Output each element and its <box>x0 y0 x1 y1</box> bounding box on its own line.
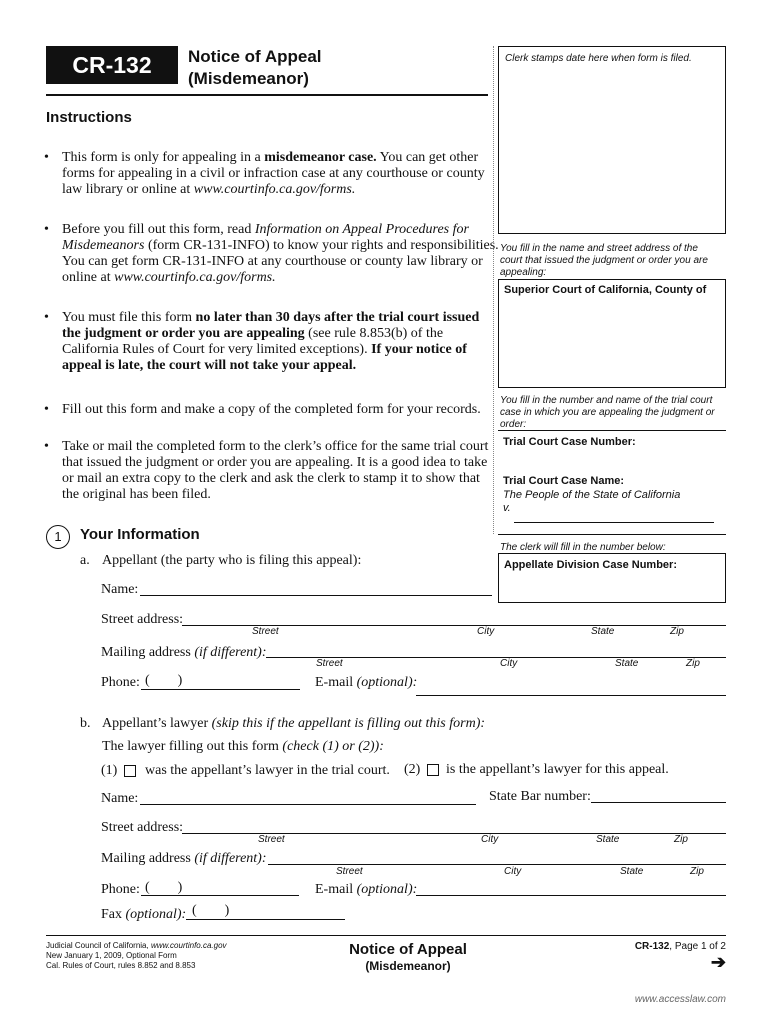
form-number: CR-132 <box>46 46 178 84</box>
text: You must file this form <box>62 310 196 325</box>
item-b-label: b. <box>80 716 91 731</box>
text: (optional): <box>356 675 418 690</box>
next-page-arrow-icon[interactable]: ➔ <box>710 952 726 972</box>
lawyer-name-label: Name: <box>101 791 139 806</box>
appellant-name-label: Name: <box>101 582 139 597</box>
text: E-mail <box>315 675 357 690</box>
text: Mailing address <box>101 851 195 866</box>
text: law library or online at <box>62 182 194 197</box>
text: that issued the judgment or order you are appealing. It is a good idea to take <box>62 455 488 470</box>
instruction-bullet-4: Fill out this form and make a copy of the completed form for your records. <box>62 402 481 417</box>
street-caption: Street <box>252 626 279 637</box>
text: no later than 30 days after the trial court issued <box>195 310 480 325</box>
text: You can get other <box>376 150 479 165</box>
appellant-mailing-label <box>101 645 267 661</box>
state-caption: State <box>591 626 615 637</box>
instructions-heading: Instructions <box>46 109 132 126</box>
court-name-box[interactable] <box>498 279 726 388</box>
state-caption: State <box>620 866 644 877</box>
bullet-dot: • <box>44 439 49 454</box>
column-divider <box>493 46 494 534</box>
defendant-name-field[interactable] <box>514 522 714 523</box>
watermark: www.accesslaw.com <box>634 994 726 1005</box>
text: Appellant’s lawyer <box>102 716 212 731</box>
court-note <box>500 243 726 279</box>
text: (optional): <box>356 882 418 897</box>
section-heading: Your Information <box>80 526 200 543</box>
text: (see rule 8.853(b) of the <box>304 326 444 341</box>
trial-case-number-label: Trial Court Case Number: <box>503 436 636 448</box>
text: (optional): <box>125 907 187 922</box>
title-divider <box>46 94 488 96</box>
text: forms for appealing in a civil or infraction case at any courthouse or county <box>62 166 485 181</box>
text: Information on Appeal Procedures for <box>254 222 469 237</box>
city-caption: City <box>477 626 495 637</box>
trial-case-name-label: Trial Court Case Name: <box>503 475 625 487</box>
item-b-text <box>102 716 485 732</box>
text: California Rules of Court for very limited exceptions). <box>62 342 372 357</box>
form-title-line1: Notice of Appeal <box>188 47 322 66</box>
form-title <box>188 46 322 90</box>
text: You fill in the number and name of the trial court <box>500 395 713 406</box>
text: The lawyer filling out this form <box>102 739 283 754</box>
case-section-rule <box>498 430 726 431</box>
lawyer-email-field[interactable] <box>416 895 726 896</box>
text: court that issued the judgment or order you are <box>500 255 708 266</box>
text: Mailing address <box>101 645 195 660</box>
item-a-text: Appellant (the party who is filing this appeal): <box>102 553 362 568</box>
lawyer-name-field[interactable] <box>140 804 476 805</box>
text: the judgment or order you are appealing <box>62 326 305 341</box>
text: Judicial Council of California, <box>46 941 151 950</box>
text: Fax <box>101 907 126 922</box>
bullet-dot: • <box>44 310 49 325</box>
appellate-case-number-box[interactable] <box>498 553 726 603</box>
lawyer-email-label <box>315 882 417 898</box>
text: If your notice of <box>371 342 467 357</box>
text: E-mail <box>315 882 357 897</box>
court-name-label: Superior Court of California, County of <box>504 284 707 296</box>
footer-title: Notice of Appeal <box>349 941 467 958</box>
zip-caption: Zip <box>690 866 704 877</box>
appellant-name-field[interactable] <box>140 595 492 596</box>
bullet-dot: • <box>44 222 49 237</box>
section-number-circle: 1 <box>46 525 70 549</box>
form-title-line2: (Misdemeanor) <box>188 69 309 88</box>
lawyer-street-label: Street address: <box>101 820 184 835</box>
text: Take or mail the completed form to the clerk’s office for the same trial court <box>62 439 489 454</box>
lawyer-mailing-field[interactable] <box>268 864 726 865</box>
appeal-lawyer-checkbox[interactable] <box>427 764 439 776</box>
text: case in which you are appealing the judgment or <box>500 407 715 418</box>
appellate-note: The clerk will fill in the number below: <box>500 542 666 553</box>
phone-paren: ( ) <box>145 880 183 895</box>
appellant-email-field[interactable] <box>416 695 726 696</box>
footer-subtitle: (Misdemeanor) <box>365 959 451 973</box>
text: appeal is late, the court will not take your appeal. <box>62 358 357 373</box>
case-section-bottom-rule <box>498 534 726 535</box>
item-a-label: a. <box>80 553 90 568</box>
trial-lawyer-checkbox[interactable] <box>124 765 136 777</box>
zip-caption: Zip <box>674 834 688 845</box>
appellant-phone-label: Phone: <box>101 675 140 690</box>
street-caption: Street <box>258 834 285 845</box>
footer-center <box>318 941 498 974</box>
option-1-number: (1) <box>101 763 118 778</box>
lawyer-fax-field[interactable] <box>186 919 345 920</box>
appellant-phone-field[interactable] <box>141 689 300 690</box>
footer-page <box>600 941 726 952</box>
bullet-dot: • <box>44 402 49 417</box>
text: misdemeanor case. <box>264 150 377 165</box>
text: CR-132 <box>634 941 670 952</box>
text: (form CR-131-INFO) to know your rights and responsibilities. <box>144 238 499 253</box>
state-bar-label: State Bar number: <box>489 789 591 804</box>
instruction-bullet-1 <box>62 150 492 198</box>
phone-paren: ( ) <box>145 673 183 688</box>
clerk-stamp-box <box>498 46 726 234</box>
instruction-bullet-5 <box>62 439 492 503</box>
lawyer-phone-label: Phone: <box>101 882 140 897</box>
versus-text: v. <box>503 502 511 514</box>
text: order: <box>500 419 527 430</box>
text: , Page 1 of 2 <box>669 941 726 952</box>
text: Misdemeanors <box>62 238 145 253</box>
bullet-dot: • <box>44 150 49 165</box>
instruction-bullet-3 <box>62 310 492 374</box>
street-caption: Street <box>336 866 363 877</box>
state-caption: State <box>596 834 620 845</box>
option-1-text: was the appellant’s lawyer in the trial court. <box>145 763 390 778</box>
state-caption: State <box>615 658 639 669</box>
zip-caption: Zip <box>686 658 700 669</box>
text: New January 1, 2009, Optional Form <box>46 951 177 960</box>
clerk-stamp-note: Clerk stamps date here when form is filed. <box>505 53 692 64</box>
text: (if different): <box>194 851 267 866</box>
city-caption: City <box>481 834 499 845</box>
trial-case-name-value: The People of the State of California <box>503 489 681 501</box>
text: online at <box>62 270 115 285</box>
text: You can get form CR-131-INFO at any courthouse or county law library or <box>62 254 483 269</box>
appellant-street-label: Street address: <box>101 612 184 627</box>
option-2-text: is the appellant’s lawyer for this appeal. <box>446 762 669 777</box>
link-forms[interactable]: www.courtinfo.ca.gov/forms. <box>193 182 356 197</box>
appellant-email-label <box>315 675 417 691</box>
link-forms[interactable]: www.courtinfo.ca.gov/forms. <box>114 270 276 285</box>
appellate-case-number-label: Appellate Division Case Number: <box>504 559 677 571</box>
state-bar-field[interactable] <box>591 802 726 803</box>
city-caption: City <box>504 866 522 877</box>
text: appealing: <box>500 267 547 278</box>
zip-caption: Zip <box>670 626 684 637</box>
footer-rule <box>46 935 726 936</box>
text: or mail an extra copy to the clerk and ask the clerk to stamp it to show that <box>62 471 480 486</box>
footer-left <box>46 941 227 971</box>
footer-link[interactable]: www.courtinfo.ca.gov <box>150 941 227 950</box>
text: Before you fill out this form, read <box>62 222 255 237</box>
lawyer-check-instruction <box>102 739 384 755</box>
text: (skip this if the appellant is filling out this form): <box>211 716 486 731</box>
instruction-bullet-2 <box>62 222 502 286</box>
street-caption: Street <box>316 658 343 669</box>
lawyer-mailing-label <box>101 851 267 867</box>
text: This form is only for appealing in a <box>62 150 265 165</box>
option-2-number: (2) <box>404 762 421 777</box>
text: (check (1) or (2)): <box>282 739 384 754</box>
case-note <box>500 395 726 431</box>
city-caption: City <box>500 658 518 669</box>
text: the original has been filed. <box>62 487 211 502</box>
text: (if different): <box>194 645 267 660</box>
text: You fill in the name and street address of the <box>500 243 698 254</box>
lawyer-fax-label <box>101 907 186 923</box>
fax-paren: ( ) <box>192 903 230 918</box>
text: Cal. Rules of Court, rules 8.852 and 8.853 <box>46 961 196 970</box>
